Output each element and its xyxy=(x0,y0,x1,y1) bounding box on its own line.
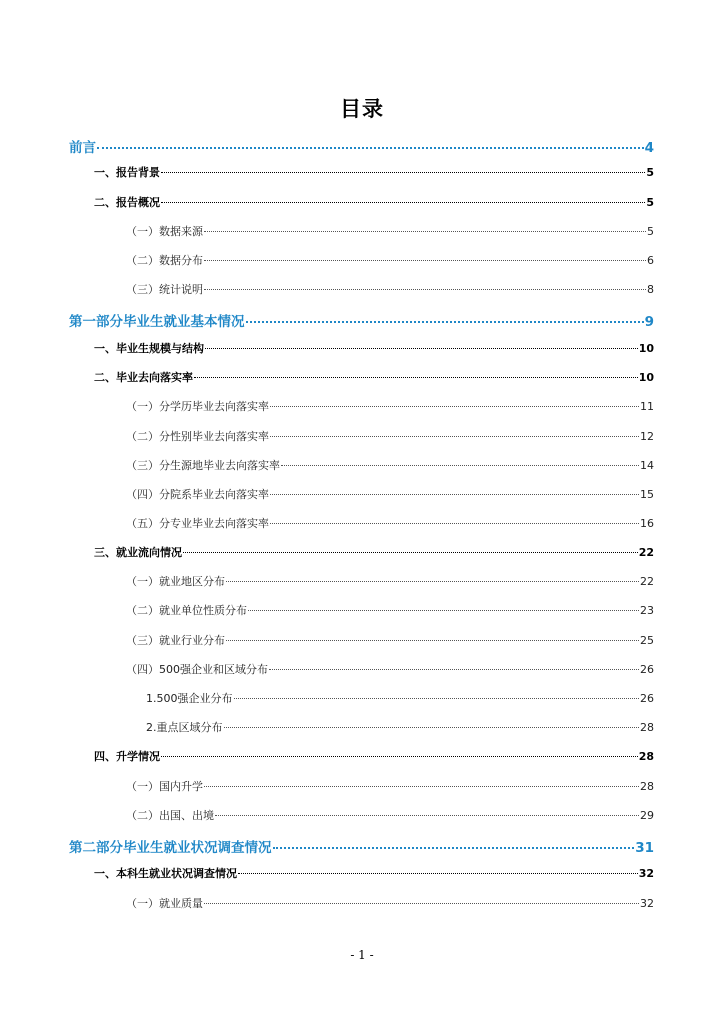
toc-entry[interactable] xyxy=(126,398,654,418)
toc-entry[interactable] xyxy=(126,223,654,243)
toc-entry[interactable] xyxy=(94,369,654,389)
toc-entry-page-number: 28 xyxy=(640,780,654,793)
toc-dot-leader xyxy=(270,494,639,495)
toc-dot-leader xyxy=(204,231,646,232)
toc-entry-title: （二）就业单位性质分布 xyxy=(126,604,247,617)
toc-entry[interactable] xyxy=(126,807,654,827)
toc-dot-leader xyxy=(224,727,640,728)
toc-entry[interactable] xyxy=(126,661,654,681)
toc-entry-title: 一、本科生就业状况调查情况 xyxy=(94,867,237,880)
toc-dot-leader xyxy=(246,321,644,323)
toc-dot-leader xyxy=(269,669,639,670)
page-number: - 1 - xyxy=(350,948,374,962)
toc-entry-page-number: 5 xyxy=(646,166,654,179)
toc-entry-page-number: 32 xyxy=(640,897,654,910)
toc-entry-title: 一、毕业生规模与结构 xyxy=(94,342,204,355)
toc-entry-title: （一）就业质量 xyxy=(126,897,203,910)
toc-entry-title: 第一部分毕业生就业基本情况 xyxy=(69,314,245,330)
toc-entry[interactable] xyxy=(126,602,654,622)
toc-entry-title: 二、报告概况 xyxy=(94,196,160,209)
toc-entry-title: （二）分性别毕业去向落实率 xyxy=(126,430,269,443)
toc-dot-leader xyxy=(161,172,645,173)
toc-entry[interactable] xyxy=(126,281,654,301)
toc-entry-title: （一）国内升学 xyxy=(126,780,203,793)
toc-entry[interactable] xyxy=(126,486,654,506)
toc-entry-title: 一、报告背景 xyxy=(94,166,160,179)
toc-entry-title: （一）分学历毕业去向落实率 xyxy=(126,400,269,413)
toc-entry[interactable] xyxy=(146,690,654,710)
toc-entry-page-number: 8 xyxy=(647,283,654,296)
toc-entry-title: （四）分院系毕业去向落实率 xyxy=(126,488,269,501)
toc-entry[interactable] xyxy=(126,778,654,798)
toc-dot-leader xyxy=(270,406,639,407)
toc-dot-leader xyxy=(204,786,639,787)
toc-dot-leader xyxy=(234,698,640,699)
toc-entry-page-number: 15 xyxy=(640,488,654,501)
toc-entry-page-number: 9 xyxy=(644,314,654,330)
toc-dot-leader xyxy=(204,903,639,904)
toc-entry[interactable] xyxy=(69,310,654,330)
toc-dot-leader xyxy=(248,610,639,611)
toc-entry-title: 前言 xyxy=(69,140,96,156)
toc-entry-page-number: 6 xyxy=(647,254,654,267)
toc-entry-page-number: 26 xyxy=(640,692,654,705)
toc-entry-page-number: 32 xyxy=(638,867,654,880)
toc-entry[interactable] xyxy=(69,836,654,856)
toc-entry-title: （二）数据分布 xyxy=(126,254,203,267)
toc-entry-page-number: 5 xyxy=(647,225,654,238)
toc-entry[interactable] xyxy=(126,428,654,448)
toc-entry[interactable] xyxy=(94,164,654,184)
toc-dot-leader xyxy=(270,436,639,437)
toc-dot-leader xyxy=(194,377,638,378)
toc-entry-page-number: 28 xyxy=(638,750,654,763)
toc-entry[interactable] xyxy=(69,136,654,156)
toc-dot-leader xyxy=(204,289,646,290)
toc-entry[interactable] xyxy=(94,340,654,360)
toc-dot-leader xyxy=(281,465,639,466)
toc-entry[interactable] xyxy=(94,194,654,214)
toc-entry-title: （五）分专业毕业去向落实率 xyxy=(126,517,269,530)
toc-entry-page-number: 25 xyxy=(640,634,654,647)
toc-entry-page-number: 16 xyxy=(640,517,654,530)
toc-entry-title: （二）出国、出境 xyxy=(126,809,214,822)
toc-entry-title: （三）分生源地毕业去向落实率 xyxy=(126,459,280,472)
toc-entry-title: 四、升学情况 xyxy=(94,750,160,763)
toc-dot-leader xyxy=(204,260,646,261)
toc-entry-title: 第二部分毕业生就业状况调查情况 xyxy=(69,840,272,856)
toc-entry-page-number: 31 xyxy=(635,840,654,856)
toc-entry-page-number: 5 xyxy=(646,196,654,209)
toc-dot-leader xyxy=(205,348,638,349)
toc-entry-title: （四）500强企业和区域分布 xyxy=(126,663,268,676)
toc-entry[interactable] xyxy=(94,865,654,885)
toc-dot-leader xyxy=(273,847,635,849)
toc-entry[interactable] xyxy=(126,632,654,652)
toc-dot-leader xyxy=(270,523,639,524)
toc-dot-leader xyxy=(226,640,639,641)
toc-entry[interactable] xyxy=(126,573,654,593)
toc-entry[interactable] xyxy=(94,544,654,564)
toc-entry[interactable] xyxy=(126,515,654,535)
toc-entry-page-number: 12 xyxy=(640,430,654,443)
toc-dot-leader xyxy=(97,147,644,149)
toc-dot-leader xyxy=(238,873,638,874)
toc-entry-page-number: 26 xyxy=(640,663,654,676)
toc-entry-page-number: 22 xyxy=(638,546,654,559)
page-title: 目录 xyxy=(340,97,384,121)
toc-entry-page-number: 14 xyxy=(640,459,654,472)
toc-entry-page-number: 29 xyxy=(640,809,654,822)
toc-entry-page-number: 10 xyxy=(638,342,654,355)
toc-entry-page-number: 11 xyxy=(640,400,654,413)
toc-dot-leader xyxy=(226,581,639,582)
toc-entry[interactable] xyxy=(126,457,654,477)
toc-entry-title: （一）就业地区分布 xyxy=(126,575,225,588)
toc-entry-title: （三）统计说明 xyxy=(126,283,203,296)
toc-dot-leader xyxy=(183,552,638,553)
toc-entry-title: （一）数据来源 xyxy=(126,225,203,238)
toc-entry-page-number: 28 xyxy=(640,721,654,734)
toc-entry-title: 二、毕业去向落实率 xyxy=(94,371,193,384)
toc-entry[interactable] xyxy=(94,748,654,768)
toc-entry-title: 三、就业流向情况 xyxy=(94,546,182,559)
toc-dot-leader xyxy=(161,202,645,203)
toc-entry[interactable] xyxy=(126,252,654,272)
toc-entry-page-number: 22 xyxy=(640,575,654,588)
toc-entry[interactable] xyxy=(146,719,654,739)
toc-dot-leader xyxy=(215,815,639,816)
toc-entry-title: 1.500强企业分布 xyxy=(146,692,233,705)
toc-entry-page-number: 23 xyxy=(640,604,654,617)
toc-entry-page-number: 10 xyxy=(638,371,654,384)
toc-entry[interactable] xyxy=(126,895,654,915)
toc-entry-title: 2.重点区域分布 xyxy=(146,721,223,734)
toc-entry-page-number: 4 xyxy=(644,140,654,156)
toc-dot-leader xyxy=(161,756,638,757)
toc-entry-title: （三）就业行业分布 xyxy=(126,634,225,647)
